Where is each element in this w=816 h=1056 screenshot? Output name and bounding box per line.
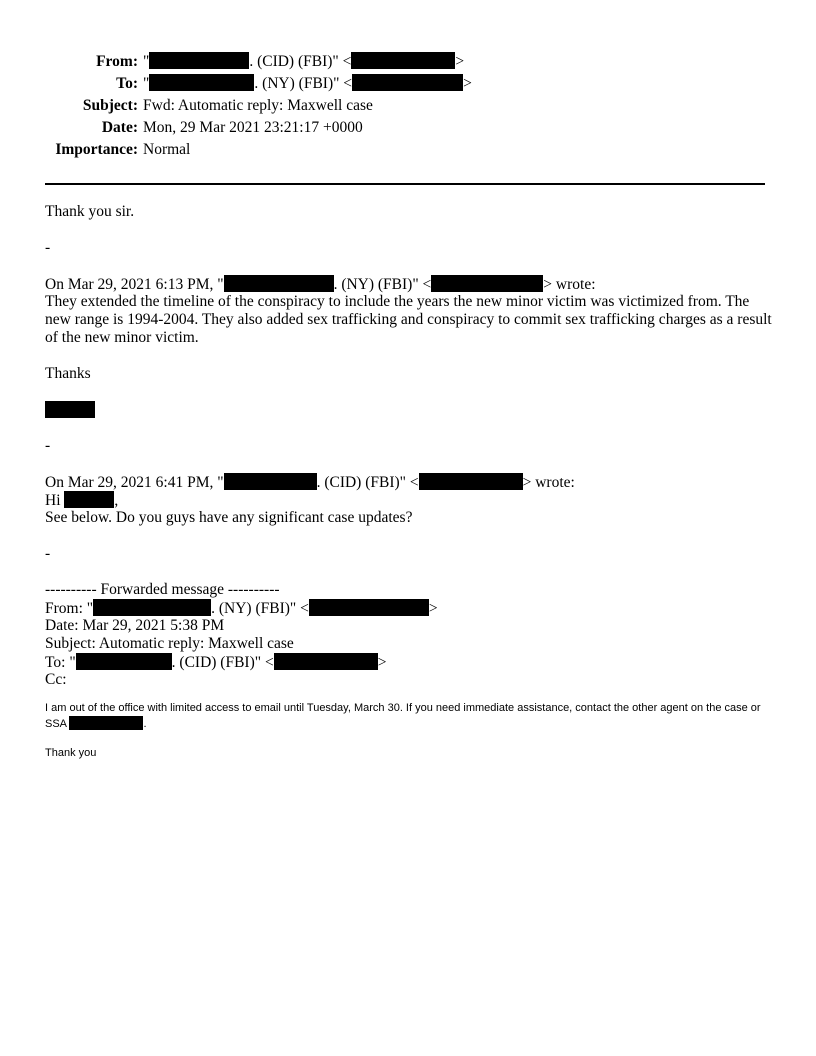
redaction-block	[419, 473, 523, 490]
separator: -	[45, 437, 51, 454]
importance-row	[0, 139, 816, 161]
redaction-block	[274, 653, 378, 670]
redaction-block	[93, 599, 211, 616]
subject-label: Subject:	[82, 97, 138, 114]
header-divider	[45, 183, 765, 185]
fwd-cc: Cc:	[45, 671, 67, 688]
thanks-text: Thanks	[45, 365, 91, 382]
fwd-to: To: " . (CID) (FBI)" < >	[45, 654, 387, 671]
redaction-block	[76, 653, 172, 670]
fwd-subject: Subject: Automatic reply: Maxwell case	[45, 635, 294, 652]
quoted-message-1: They extended the timeline of the conspiracy to include the years the new minor victim was victimized from. The new range is 1994-2004. They also added sex trafficking and conspiracy to commit sex trafficking charges as a result of the new minor victim.	[45, 293, 772, 346]
redaction-block	[69, 716, 143, 730]
auto-reply-thanks: Thank you	[45, 747, 97, 759]
see-below-text: See below. Do you guys have any significant case updates?	[45, 509, 413, 526]
fwd-from: From: " . (NY) (FBI)" < >	[45, 600, 438, 617]
redaction-block	[224, 275, 334, 292]
date-value: Mon, 29 Mar 2021 23:21:17 +0000	[143, 119, 363, 136]
from-value: . (CID) (FBI)" <	[249, 53, 352, 70]
from-row: From: " . (CID) (FBI)" < >	[0, 51, 816, 73]
to-value: . (NY) (FBI)" <	[254, 75, 353, 92]
redaction-block	[149, 52, 249, 69]
subject-row	[0, 95, 816, 117]
redaction-block	[351, 52, 455, 69]
importance-label: Importance:	[55, 141, 138, 158]
auto-reply-text: I am out of the office with limited access to email until Tuesday, March 30. If you need immediate assistance, contact the other agent on the case or SSA .	[45, 702, 761, 730]
greeting: Thank you sir.	[45, 203, 135, 220]
date-label: Date:	[101, 119, 138, 136]
to-row: To: " . (NY) (FBI)" < >	[0, 73, 816, 95]
redaction-block	[149, 74, 254, 91]
redaction-block	[431, 275, 543, 292]
quote-header-2: On Mar 29, 2021 6:41 PM, " . (CID) (FBI)" < > wrote:	[45, 474, 575, 491]
redaction-block	[224, 473, 317, 490]
redaction-block	[352, 74, 463, 91]
date-row	[0, 117, 816, 139]
forwarded-header: ---------- Forwarded message ----------	[45, 581, 280, 598]
redacted-signature	[45, 401, 95, 418]
fwd-date: Date: Mar 29, 2021 5:38 PM	[45, 617, 225, 634]
quote-header-1: On Mar 29, 2021 6:13 PM, " . (NY) (FBI)" < > wrote:	[45, 276, 596, 293]
separator: -	[45, 545, 51, 562]
email-header	[0, 51, 816, 161]
from-label: From:	[96, 53, 138, 70]
salutation: Hi ,	[45, 492, 119, 509]
subject-value: Fwd: Automatic reply: Maxwell case	[143, 97, 373, 114]
importance-value: Normal	[143, 141, 191, 158]
redaction-block	[309, 599, 429, 616]
redaction-block	[64, 491, 114, 508]
separator: -	[45, 239, 51, 256]
to-label: To:	[116, 75, 138, 92]
email-body	[45, 203, 775, 761]
